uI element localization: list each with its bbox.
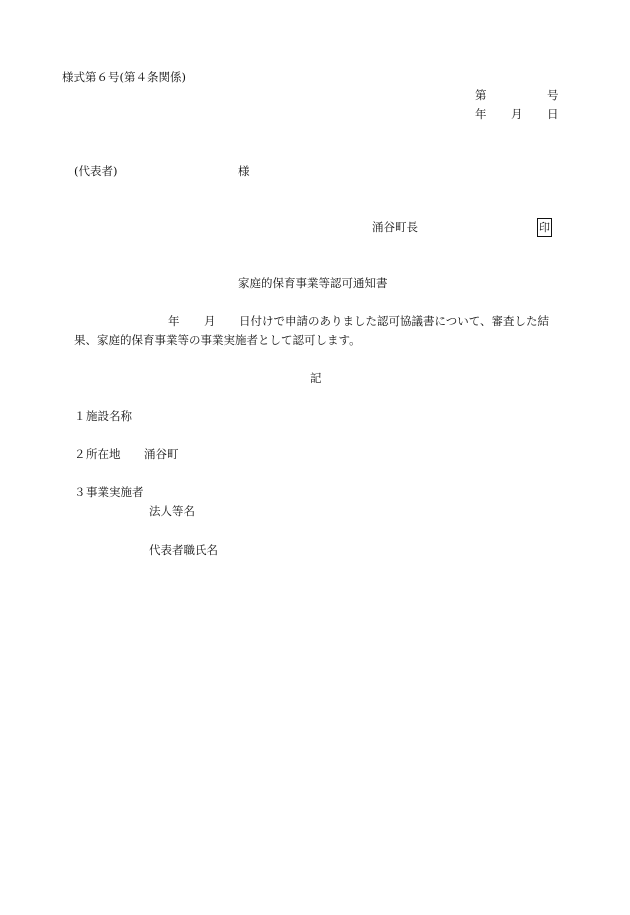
body-month: 月 — [204, 314, 216, 328]
item2-label: 所在地 — [86, 447, 121, 461]
doc-number-prefix: 第 — [475, 88, 487, 102]
body-year: 年 — [168, 314, 180, 328]
item3-sub-corporation-name: 法人等名 — [149, 504, 195, 518]
body-line2: 果、家庭的保育事業等の事業実施者として認可します。 — [74, 333, 361, 347]
item3-number: ３ — [74, 485, 86, 499]
record-label: 記 — [310, 371, 322, 385]
date-year: 年 — [475, 107, 487, 121]
addressee-honorific: 様 — [238, 164, 250, 178]
item2-number: ２ — [74, 447, 86, 461]
item3-label: 事業実施者 — [86, 485, 144, 499]
item3-sub-representative-name: 代表者職氏名 — [149, 543, 218, 557]
item1-label: 施設名称 — [86, 409, 132, 423]
date-month: 月 — [511, 107, 523, 121]
form-number: 様式第６号(第４条関係) — [62, 70, 186, 84]
item1-number: １ — [74, 409, 86, 423]
addressee-label: (代表者) — [74, 164, 118, 178]
document-title: 家庭的保育事業等認可通知書 — [238, 276, 388, 290]
date-day: 日 — [547, 107, 559, 121]
body-line1: 日付けで申請のありました認可協議書について、審査した結 — [239, 314, 550, 328]
item2-value: 涌谷町 — [144, 447, 179, 461]
doc-number-suffix: 号 — [547, 88, 559, 102]
seal-mark: 印 — [537, 218, 552, 237]
sender-title: 涌谷町長 — [372, 220, 418, 234]
